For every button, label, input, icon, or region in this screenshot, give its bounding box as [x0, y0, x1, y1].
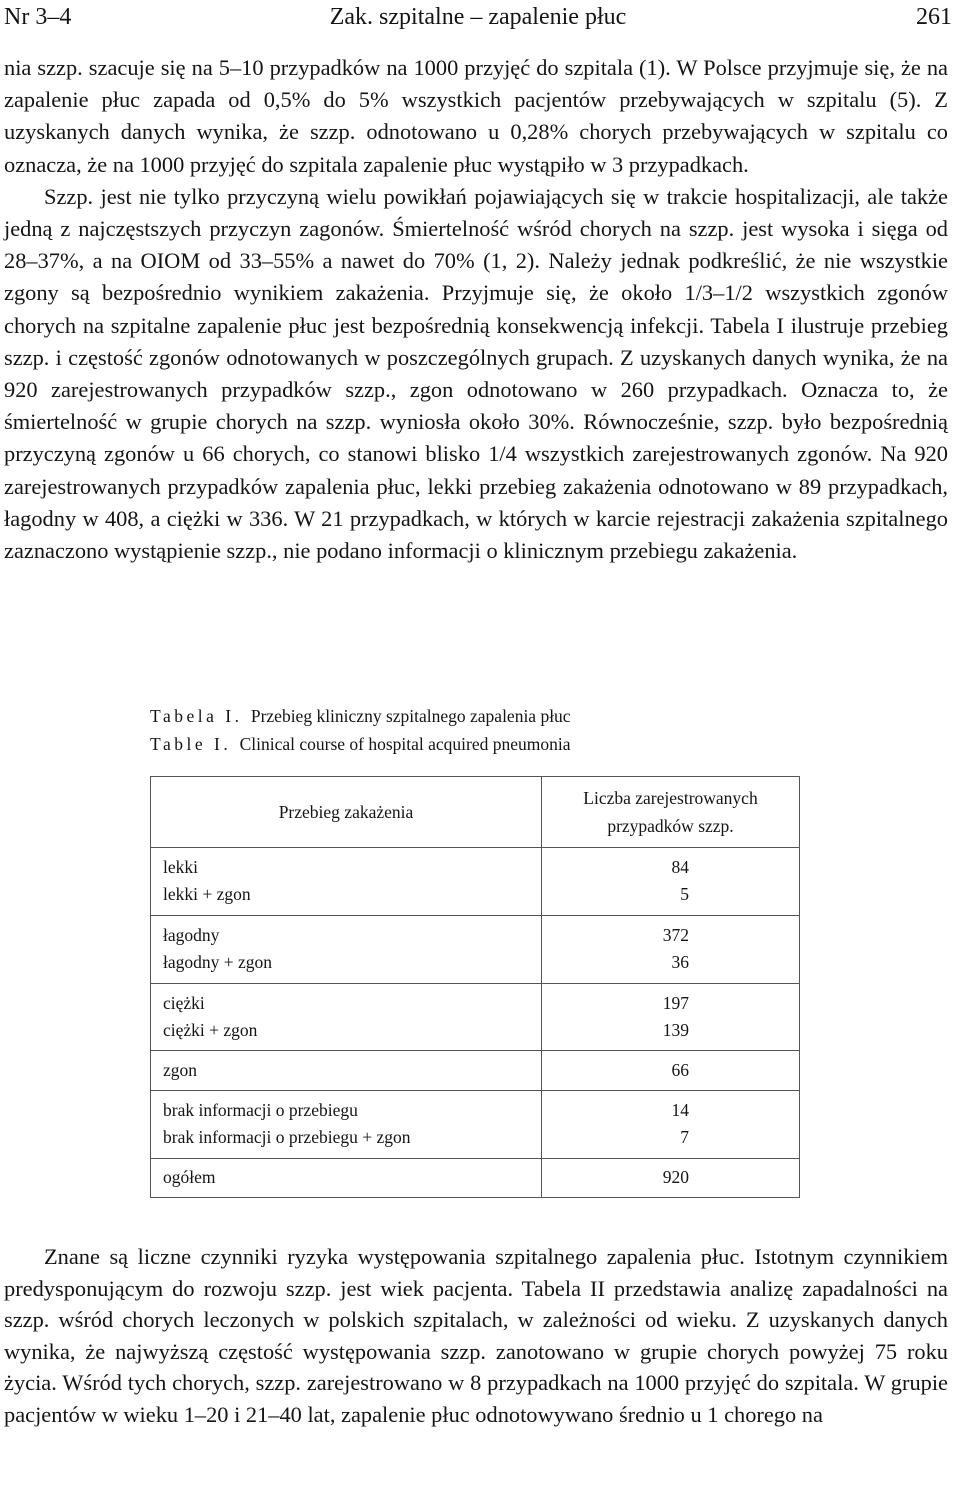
row-value: 14 [671, 1100, 689, 1121]
row-value: 5 [680, 884, 689, 905]
table-row [151, 1090, 799, 1158]
body-paragraph-1 [4, 52, 948, 567]
body-paragraph-2 [4, 1241, 948, 1430]
row-label: lekki [163, 857, 198, 878]
row-label: brak informacji o przebiegu [163, 1100, 358, 1121]
row-value: 920 [662, 1167, 689, 1188]
row-value: 84 [671, 857, 689, 878]
page-number: 261 [916, 4, 952, 30]
caption-label-pl: Tabela I. [150, 706, 243, 726]
caption-text-pl: Przebieg kliniczny szpitalnego zapalenia płuc [250, 706, 571, 726]
row-label: ciężki [163, 992, 205, 1013]
row-value: 139 [662, 1019, 689, 1040]
header-course: Przebieg zakażenia [151, 777, 542, 848]
paragraph-1a: nia szzp. szacuje się na 5–10 przypadków na 1000 przyjęć do szpitala (1). W Polsce przyjmuje się, że na zapalenie płuc zapada od 0,5% do 5% wszystkich pacjentów przebywających w szpitalu (5). Z uzyskanych danych wynika, że szzp. odnotowano u 0,28% chorych przebywających w szpitalu co oznacza, że na 1000 przyjęć do szpitala zapalenie płuc wystąpiło w 3 przypadkach. [4, 55, 948, 177]
row-value: 36 [671, 952, 689, 973]
table-header-row [151, 777, 799, 848]
running-title: Zak. szpitalne – zapalenie płuc [329, 4, 627, 30]
row-value: 66 [671, 1060, 689, 1081]
table-row [151, 983, 799, 1051]
row-label: ogółem [163, 1167, 216, 1188]
row-label: łagodny + zgon [163, 952, 273, 973]
clinical-course-table [150, 776, 800, 1198]
row-label: ciężki + zgon [163, 1019, 258, 1040]
row-value: 7 [680, 1127, 689, 1148]
row-label: lekki + zgon [163, 884, 251, 905]
caption-text-en: Clinical course of hospital acquired pneumonia [239, 734, 571, 754]
table-row [151, 1051, 799, 1090]
table-row [151, 848, 799, 916]
row-label: łagodny [163, 925, 220, 946]
row-label: brak informacji o przebiegu + zgon [163, 1127, 411, 1148]
table-caption-english [150, 730, 850, 758]
paragraph-2-text: Znane są liczne czynniki ryzyka występowania szpitalnego zapalenia płuc. Istotnym czynnikiem predysponującym do rozwoju szzp. jest wiek pacjenta. Tabela II przedstawia analizę zapadalności na szzp. wśród chorych leczonych w polskich szpitalach, w zależności od wieku. Z uzyskanych danych wynika, że najwyższą częstość występowania szzp. zanotowano w grupie chorych powyżej 75 roku życia. Wśród tych chorych, szzp. zarejestrowano w 8 przypadkach na 1000 przyjęć do szpitala. W grupie pacjentów w wieku 1–20 i 21–40 lat, zapalenie płuc odnotowywano średnio u 1 chorego na [4, 1244, 948, 1427]
table-row-total [151, 1158, 799, 1197]
caption-label-en: Table I. [150, 734, 232, 754]
issue-number: Nr 3–4 [4, 4, 72, 30]
table-caption-polish [150, 702, 850, 730]
header-count: Liczba zarejestrowanych przypadków szzp. [542, 777, 800, 848]
row-value: 372 [662, 925, 689, 946]
table-row [151, 915, 799, 983]
running-header [4, 0, 952, 34]
row-label: zgon [163, 1060, 198, 1081]
row-value: 197 [662, 992, 689, 1013]
paragraph-1b: Szzp. jest nie tylko przyczyną wielu powikłań pojawiających się w trakcie hospitalizacji, ale także jedną z najczęstszych przyczyn zagonów. Śmiertelność wśród chorych na szzp. jest wysoka i sięga od 28–37%, a na OIOM od 33–55% a nawet do 70% (1, 2). Należy jednak podkreślić, że nie wszystkie zgony są bezpośrednio wynikiem zakażenia. Przyjmuje się, że około 1/3–1/2 wszystkich zgonów chorych na szpitalne zapalenie płuc jest bezpośrednią konsekwencją infekcji. Tabela I ilustruje przebieg szzp. i częstość zgonów odnotowanych w poszczególnych grupach. Z uzyskanych danych wynika, że na 920 zarejestrowanych przypadków szzp., zgon odnotowano w 260 przypadkach. Oznacza to, że śmiertelność w grupie chorych na szzp. wyniosła około 30%. Równocześnie, szzp. było bezpośrednią przyczyną zgonów u 66 chorych, co stanowi blisko 1/4 wszystkich zarejestrowanych zgonów. Na 920 zarejestrowanych przypadków zapalenia płuc, lekki przebieg zakażenia odnotowano w 89 przypadkach, łagodny w 408, a ciężki w 336. W 21 przypadkach, w których w karcie rejestracji zakażenia szpitalnego zaznaczono wystąpienie szzp., nie podano informacji o klinicznym przebiegu zakażenia. [4, 183, 948, 564]
